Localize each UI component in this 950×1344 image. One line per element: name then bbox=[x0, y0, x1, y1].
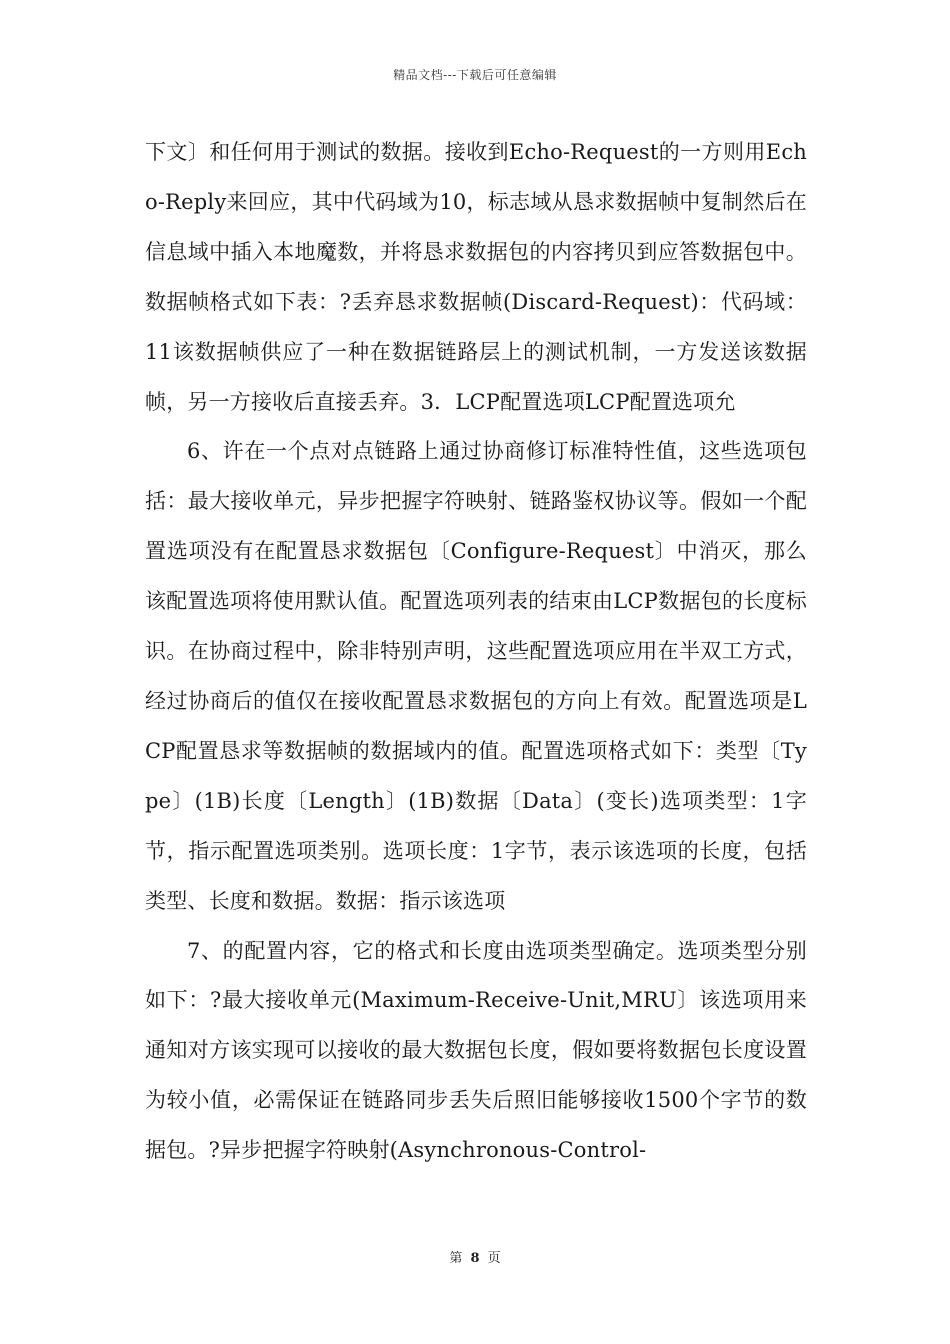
page-footer bbox=[0, 1247, 950, 1266]
page-label-prefix: 第 bbox=[449, 1251, 463, 1266]
paragraph-2: 6、许在一个点对点链路上通过协商修订标准特性值，这些选项包括：最大接收单元，异步把握字符映射、链路鉴权协议等。假如一个配置选项没有在配置恳求数据包〔Configure-Request〕中消灭，那么该配置选项将使用默认值。配置选项列表的结束由LCP数据包的长度标识。在协商过程中，除非特别声明，这些配置选项应用在半双工方式，经过协商后的值仅在接收配置恳求数据包的方向上有效。配置选项是LCP配置恳求等数据帧的数据域内的值。配置选项格式如下：类型〔Type〕(1B)长度〔Length〕(1B)数据〔Data〕(变长)选项类型：1字节，指示配置选项类别。选项长度：1字节，表示该选项的长度，包括类型、长度和数据。数据：指示该选项 bbox=[145, 439, 807, 913]
page-label-suffix: 页 bbox=[487, 1251, 501, 1266]
document-body bbox=[145, 128, 807, 1176]
paragraph-1: 下文〕和任何用于测试的数据。接收到Echo-Request的一方则用Echo-Reply来回应，其中代码域为10，标志域从恳求数据帧中复制然后在信息域中插入本地魔数，并将恳求数据包的内容拷贝到应答数据包中。数据帧格式如下表：?丢弃恳求数据帧(Discard-Request)：代码域：11该数据帧供应了一种在数据链路层上的测试机制，一方发送该数据帧，另一方接收后直接丢弃。3．LCP配置选项LCP配置选项允 bbox=[145, 140, 807, 414]
page-number: 8 bbox=[470, 1251, 480, 1266]
paragraph-3: 7、的配置内容，它的格式和长度由选项类型确定。选项类型分别如下：?最大接收单元(Maximum-Receive-Unit,MRU〕该选项用来通知对方该实现可以接收的最大数据包长度，假如要将数据包长度设置为较小值，必需保证在链路同步丢失后照旧能够接收1500个字节的数据包。?异步把握字符映射(Asynchronous-Control- bbox=[145, 938, 807, 1163]
page-header: 精品文档---下载后可任意编辑 bbox=[393, 68, 557, 82]
